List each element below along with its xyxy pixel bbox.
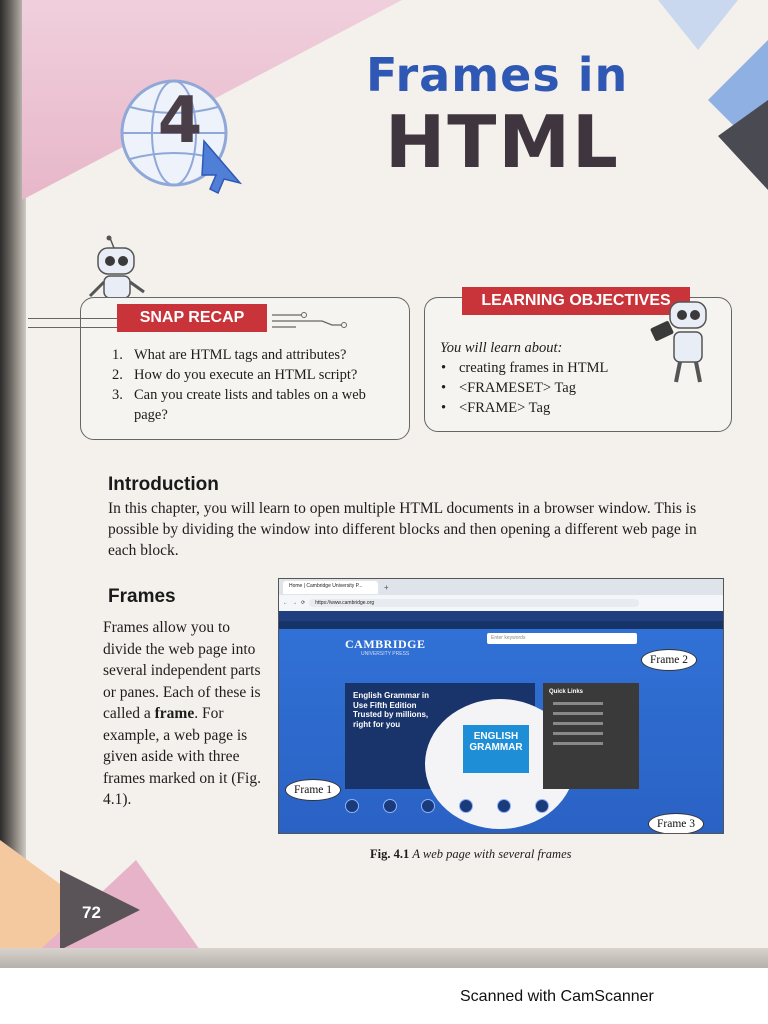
- item-text: What are HTML tags and attributes?: [134, 347, 347, 363]
- page-number: 72: [82, 903, 101, 922]
- frames-heading: Frames: [108, 586, 176, 607]
- list-item: [112, 385, 402, 425]
- list-item: • <FRAMESET> Tag: [441, 380, 576, 396]
- item-text: How do you execute an HTML script?: [134, 367, 358, 383]
- category-icons: [345, 799, 549, 813]
- chapter-title-line1: Frames in: [366, 48, 629, 102]
- quick-links-panel: [543, 683, 639, 789]
- frames-text-start: Frames allow you to divide the web page into several independent parts or panes. Each of these is called a: [103, 619, 261, 722]
- figure-caption: [370, 847, 571, 862]
- frames-bold-term: frame: [154, 705, 195, 722]
- item-text: <FRAME> Tag: [459, 400, 551, 416]
- site-search-field: Enter keywords: [487, 633, 637, 644]
- page-bottom-edge: [0, 948, 768, 968]
- learning-objectives-heading: LEARNING OBJECTIVES: [462, 287, 690, 315]
- site-content: [279, 629, 723, 833]
- item-text: <FRAMESET> Tag: [459, 380, 576, 396]
- cambridge-logo: CAMBRIDGE: [345, 637, 426, 651]
- browser-screenshot-figure: [278, 578, 724, 834]
- frame-2-label: Frame 2: [641, 649, 697, 671]
- item-number: 2.: [112, 367, 123, 383]
- back-arrow-icon: ←: [283, 600, 288, 606]
- browser-tab: Home | Cambridge University P...: [283, 581, 378, 594]
- category-icon: [459, 799, 473, 813]
- robot-mascot-icon: [86, 234, 150, 304]
- item-text: Can you create lists and tables on a web page?: [134, 387, 366, 423]
- objectives-list: [441, 358, 641, 418]
- introduction-paragraph: In this chapter, you will learn to open multiple HTML documents in a browser window. This is possible by dividing the window into different blocks and then opening a different web page in each block.: [108, 500, 697, 559]
- list-item: [112, 365, 402, 385]
- frame-3-label: Frame 3: [648, 813, 704, 834]
- snap-recap-list: [112, 345, 402, 425]
- category-icon: [421, 799, 435, 813]
- decorative-triangle: [658, 0, 738, 50]
- item-text: creating frames in HTML: [459, 360, 609, 376]
- forward-arrow-icon: →: [292, 600, 297, 606]
- decorative-lines: [28, 318, 118, 328]
- browser-tab-bar: [279, 579, 723, 595]
- frames-paragraph: [103, 617, 263, 811]
- address-bar: [279, 595, 723, 611]
- category-icon: [497, 799, 511, 813]
- frame-1-label: Frame 1: [285, 779, 341, 801]
- scanner-watermark: Scanned with CamScanner: [460, 988, 654, 1005]
- quick-links-title: Quick Links: [549, 689, 584, 695]
- list-item: • <FRAME> Tag: [441, 400, 551, 416]
- item-number: 1.: [112, 347, 123, 363]
- reload-icon: ⟳: [301, 600, 306, 606]
- category-icon: [345, 799, 359, 813]
- cambridge-subtitle: UNIVERSITY PRESS: [361, 651, 410, 657]
- chapter-title-line2: HTML: [385, 100, 620, 184]
- chapter-number: 4: [157, 84, 203, 158]
- promo-banner: [345, 683, 535, 789]
- list-item: • creating frames in HTML: [441, 360, 609, 376]
- circuit-lines-icon: [272, 309, 352, 333]
- item-number: 3.: [112, 387, 123, 403]
- caption-text: A web page with several frames: [412, 847, 572, 861]
- new-tab-icon: +: [384, 582, 389, 592]
- list-item: [112, 345, 402, 365]
- snap-recap-heading: SNAP RECAP: [117, 304, 267, 332]
- url-field: https://www.cambridge.org: [309, 599, 639, 607]
- promo-text: English Grammar in Use Fifth Edition Trusted by millions, right for you: [353, 691, 430, 729]
- frames-text-end: . For example, a web page is given aside with three frames marked on it (Fig. 4.1).: [103, 705, 261, 808]
- site-sub-bar: [279, 621, 723, 629]
- caption-label: Fig. 4.1: [370, 847, 410, 861]
- book-cover: ENGLISH GRAMMAR: [463, 725, 529, 773]
- objectives-intro: You will learn about:: [440, 340, 563, 356]
- category-icon: [383, 799, 397, 813]
- category-icon: [535, 799, 549, 813]
- robot-tablet-icon: [650, 296, 720, 388]
- site-nav-bar: [279, 611, 723, 621]
- introduction-heading: Introduction: [108, 474, 219, 495]
